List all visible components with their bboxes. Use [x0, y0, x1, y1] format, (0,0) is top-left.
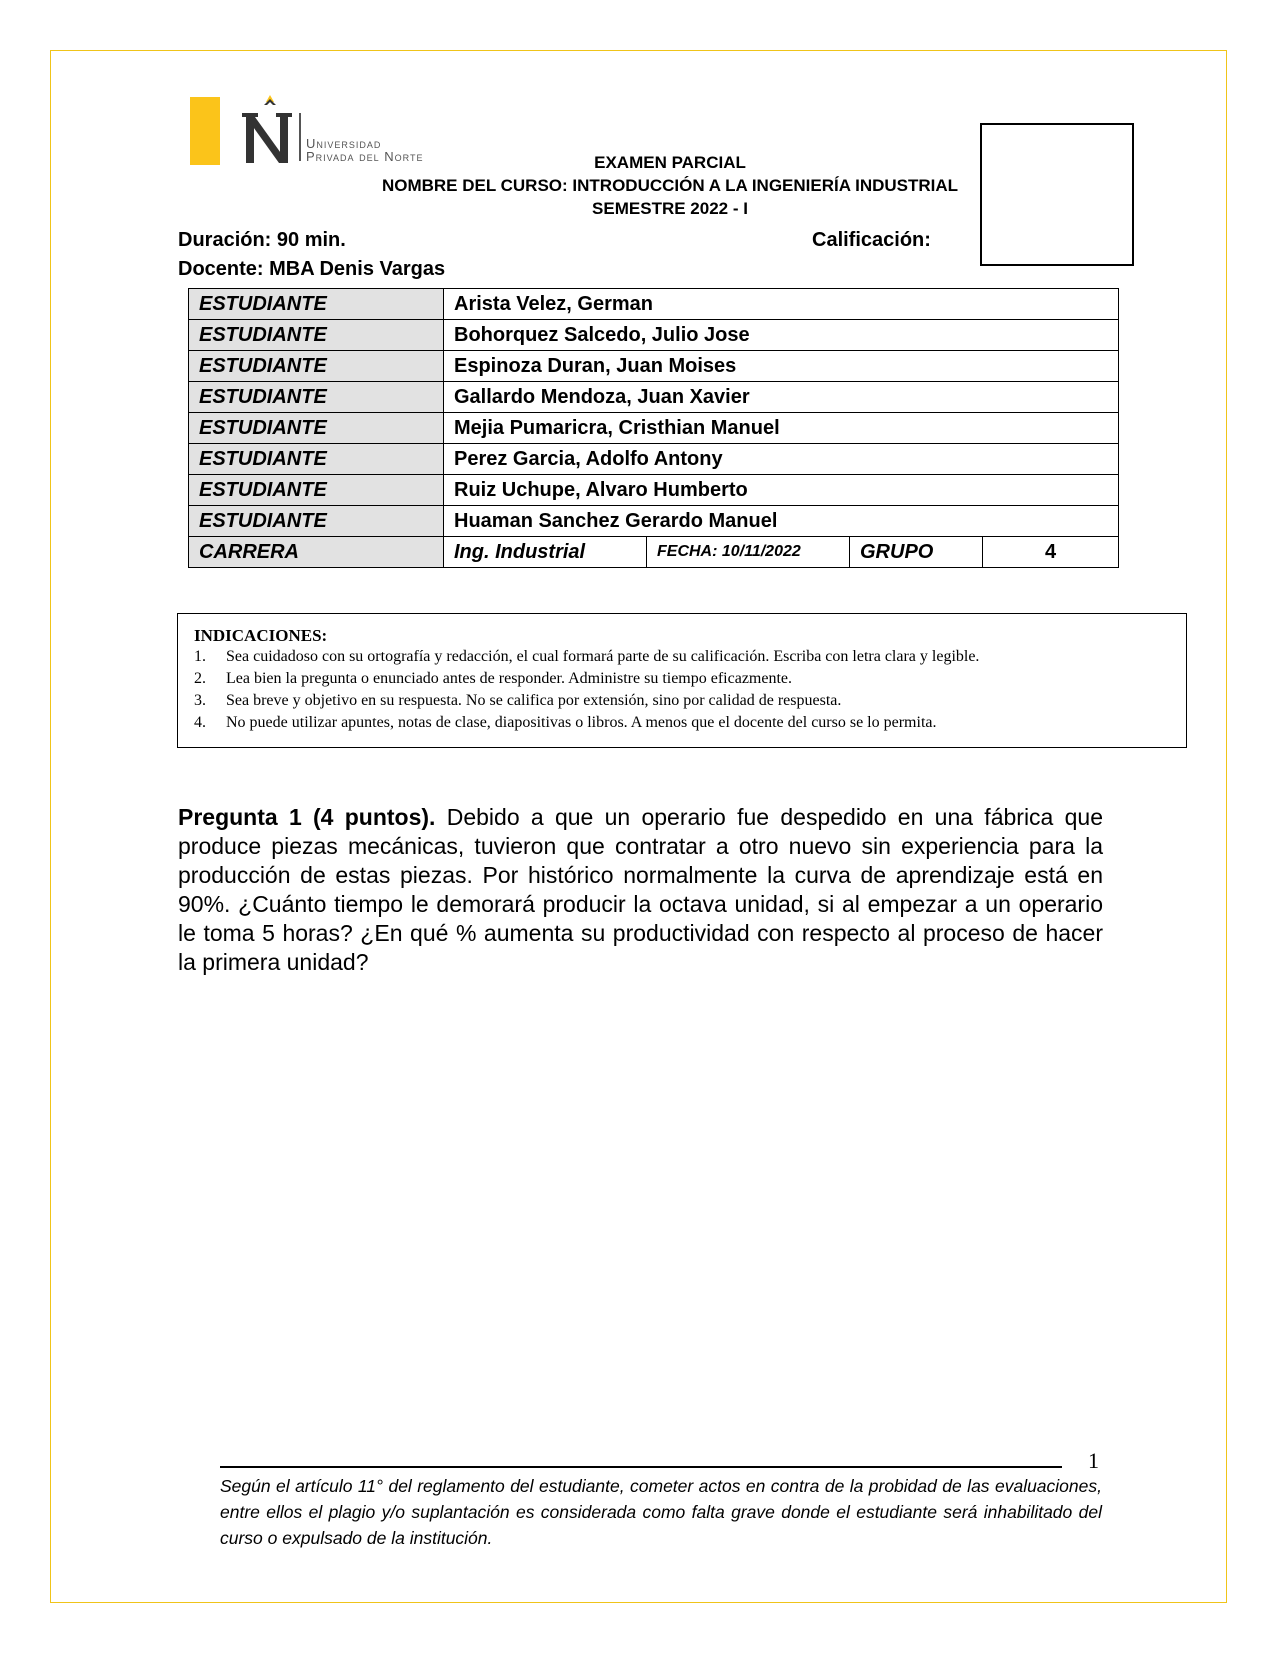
- students-table: [188, 288, 1119, 568]
- table-row: [189, 413, 1119, 444]
- exam-date: FECHA: 10/11/2022: [647, 537, 850, 568]
- student-label: ESTUDIANTE: [189, 444, 444, 475]
- table-row: [189, 506, 1119, 537]
- student-name: Perez Garcia, Adolfo Antony: [444, 444, 1119, 475]
- course-name: NOMBRE DEL CURSO: INTRODUCCIÓN A LA INGENIERÍA INDUSTRIAL: [381, 176, 959, 195]
- indications-box: [177, 613, 1187, 748]
- student-label: ESTUDIANTE: [189, 351, 444, 382]
- career-row: [189, 537, 1119, 568]
- logo-n-icon: [242, 93, 298, 168]
- student-label: ESTUDIANTE: [189, 320, 444, 351]
- logo-divider: [299, 113, 301, 161]
- footer-note: Según el artículo 11° del reglamento del estudiante, cometer actos en contra de la probidad de las evaluaciones, entre ellos el plagio y/o suplantación es considerada como falta grave donde el estudiante será inhabilitado del curso o expulsado de la institución.: [220, 1476, 1102, 1548]
- item-number: 4.: [194, 714, 206, 731]
- page-number: 1: [1088, 1448, 1099, 1473]
- student-label: ESTUDIANTE: [189, 382, 444, 413]
- list-item: [194, 646, 1170, 668]
- indications-title: INDICACIONES:: [194, 626, 328, 645]
- student-name: Espinoza Duran, Juan Moises: [444, 351, 1119, 382]
- list-item: [194, 690, 1170, 712]
- logo-line-2: Privada del Norte: [306, 149, 424, 164]
- item-text: Sea breve y objetivo en su respuesta. No se califica por extensión, sino por calidad de respuesta.: [226, 692, 842, 709]
- list-item: [194, 712, 1170, 734]
- item-text: Sea cuidadoso con su ortografía y redacción, el cual formará parte de su calificación. Escriba con letra clara y legible.: [226, 648, 980, 665]
- item-text: No puede utilizar apuntes, notas de clase, diapositivas o libros. A menos que el docente del curso se lo permita.: [226, 714, 937, 731]
- student-name: Bohorquez Salcedo, Julio Jose: [444, 320, 1119, 351]
- group-value: 4: [983, 537, 1119, 568]
- table-row: [189, 320, 1119, 351]
- grade-box: [980, 123, 1134, 266]
- table-row: [189, 351, 1119, 382]
- table-row: [189, 289, 1119, 320]
- career-label: CARRERA: [189, 537, 444, 568]
- list-item: [194, 668, 1170, 690]
- student-name: Gallardo Mendoza, Juan Xavier: [444, 382, 1119, 413]
- item-number: 3.: [194, 692, 206, 709]
- student-name: Arista Velez, German: [444, 289, 1119, 320]
- student-label: ESTUDIANTE: [189, 413, 444, 444]
- student-label: ESTUDIANTE: [189, 289, 444, 320]
- question-label: Pregunta 1 (4 puntos).: [178, 804, 436, 830]
- exam-header: [330, 151, 1010, 220]
- student-name: Huaman Sanchez Gerardo Manuel: [444, 506, 1119, 537]
- table-row: [189, 475, 1119, 506]
- question-1: [178, 803, 1103, 977]
- student-label: ESTUDIANTE: [189, 475, 444, 506]
- item-number: 2.: [194, 670, 206, 687]
- career-value: Ing. Industrial: [444, 537, 647, 568]
- table-row: [189, 444, 1119, 475]
- item-number: 1.: [194, 648, 206, 665]
- group-label: GRUPO: [850, 537, 983, 568]
- indications-list: [194, 646, 1170, 734]
- item-text: Lea bien la pregunta o enunciado antes de responder. Administre su tiempo eficazmente.: [226, 670, 793, 687]
- student-label: ESTUDIANTE: [189, 506, 444, 537]
- duration: Duración: 90 min.: [178, 229, 346, 251]
- student-name: Mejia Pumaricra, Cristhian Manuel: [444, 413, 1119, 444]
- semester: SEMESTRE 2022 - I: [592, 199, 748, 218]
- exam-title: EXAMEN PARCIAL: [594, 153, 746, 172]
- logo-line-1: Universidad: [306, 136, 382, 151]
- table-row: [189, 382, 1119, 413]
- footer-divider: [220, 1466, 1062, 1468]
- grade-label: Calificación:: [812, 229, 931, 251]
- student-name: Ruiz Uchupe, Alvaro Humberto: [444, 475, 1119, 506]
- teacher: Docente: MBA Denis Vargas: [178, 258, 446, 280]
- question-text: Debido a que un operario fue despedido en una fábrica que produce piezas mecánicas, tuvieron que contratar a otro nuevo sin experiencia para la producción de estas piezas. Por histórico normalmente la curva de aprendizaje está en 90%. ¿Cuánto tiempo le demorará producir la octava unidad, si al empezar a un operario le toma 5 horas? ¿En qué % aumenta su productividad con respecto al proceso de hacer la primera unidad?: [178, 804, 1103, 975]
- logo-yellow-bar: [190, 97, 220, 165]
